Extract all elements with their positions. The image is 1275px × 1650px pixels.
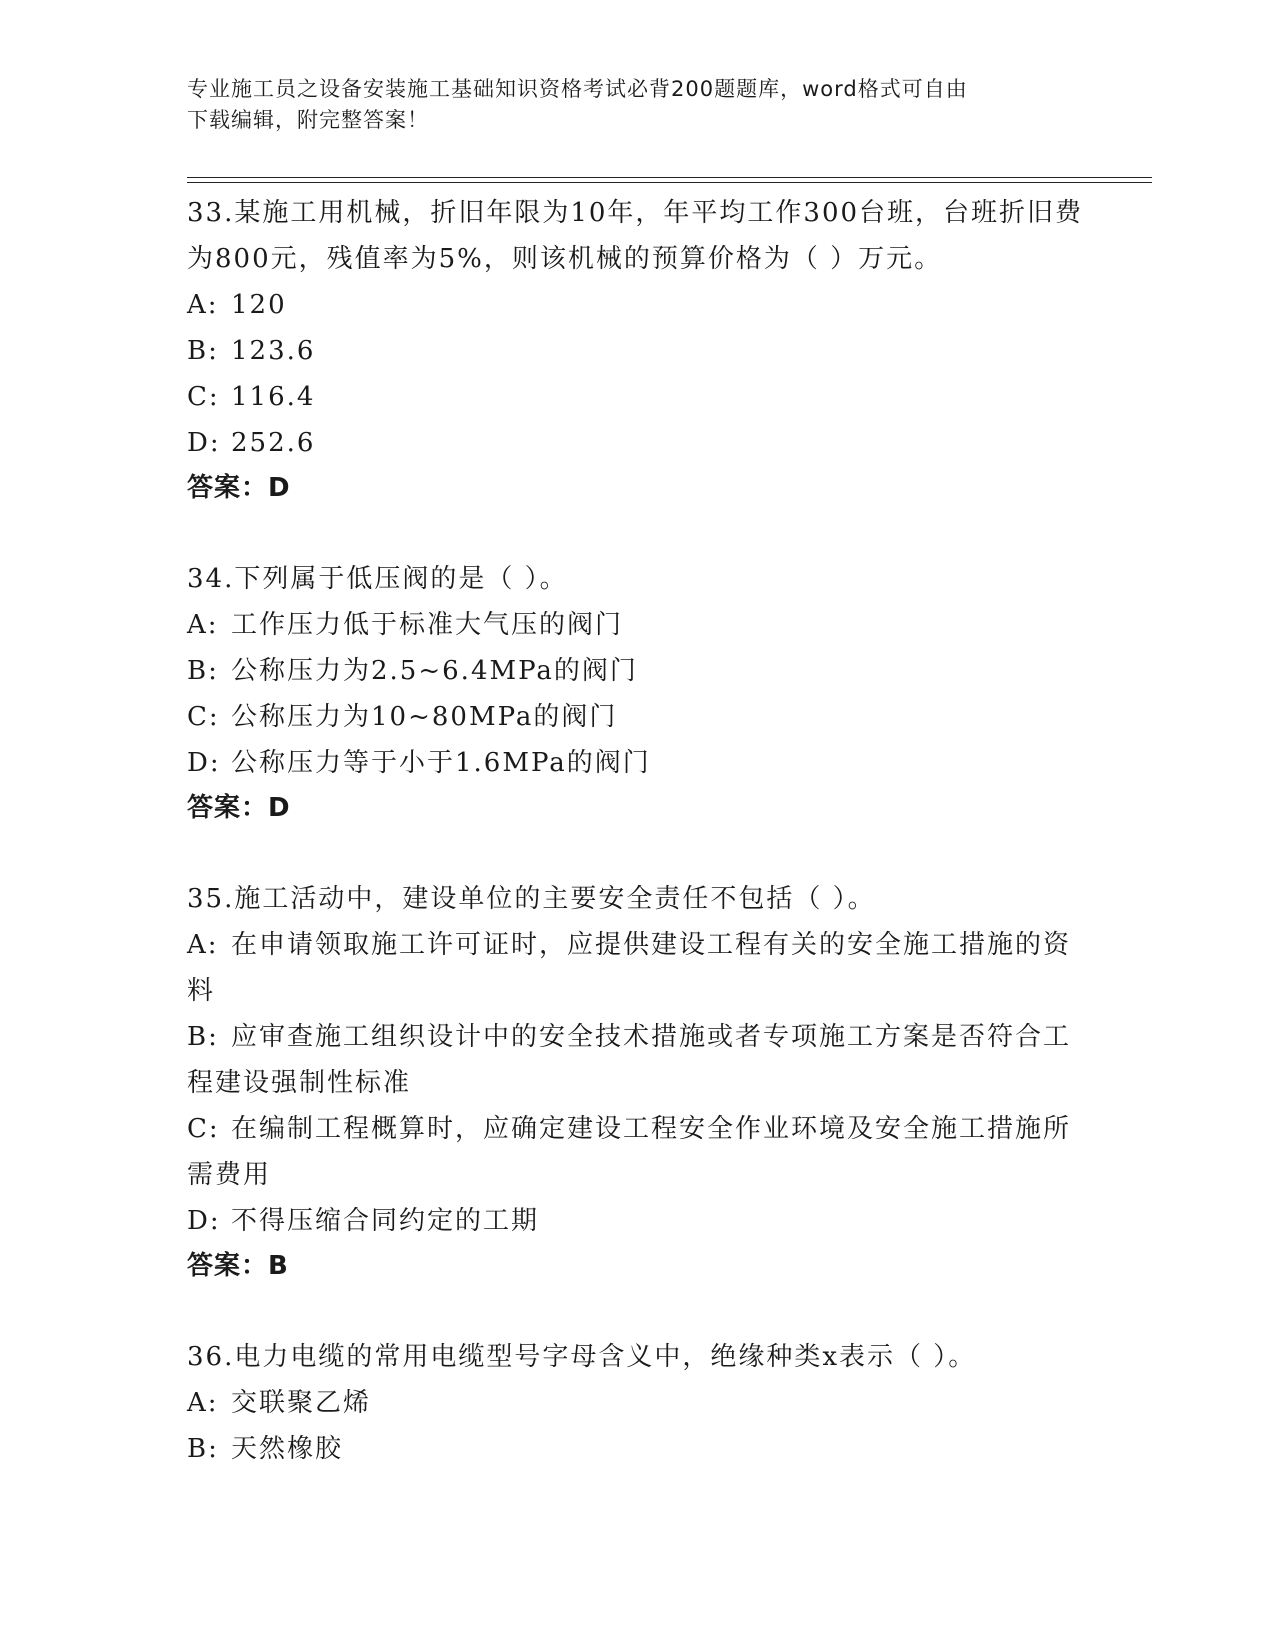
option-letter: A: [187,930,219,960]
question-text: 34.下列属于低压阀的是（ ）。 [187,564,568,594]
option-text: 252.6 [231,428,316,458]
option-b [187,648,1087,694]
header-divider-top [187,177,1152,178]
option-c [187,374,1087,420]
option-letter: D: [187,1206,221,1236]
option-b [187,328,1087,374]
option-letter: B: [187,1022,219,1052]
option-a [187,282,1087,328]
option-text: 天然橡胶 [231,1434,344,1464]
option-letter: A: [187,610,219,640]
option-c [187,1106,1087,1198]
question-text: 36.电力电缆的常用电缆型号字母含义中，绝缘种类x表示（ ）。 [187,1342,977,1372]
option-text: 116.4 [231,382,316,412]
option-letter: A: [187,1388,219,1418]
answer-label: 答案：D [187,793,291,823]
option-a [187,602,1087,648]
option-letter: B: [187,656,219,686]
option-text: 120 [231,290,287,320]
option-text: 公称压力为2.5~6.4MPa的阀门 [231,656,638,686]
option-letter: B: [187,1434,219,1464]
document-header [187,74,1067,136]
option-text: 在编制工程概算时，应确定建设工程安全作业环境及安全施工措施所需费用 [187,1114,1072,1190]
option-d [187,420,1087,466]
question-33 [187,190,1087,510]
question-text: 33.某施工用机械，折旧年限为10年，年平均工作300台班，台班折旧费为800元，残值率为5%，则该机械的预算价格为（ ）万元。 [187,198,1084,274]
option-b [187,1014,1087,1106]
option-d [187,1198,1087,1244]
header-line-1: 专业施工员之设备安装施工基础知识资格考试必背200题题库，word格式可自由 [187,77,968,101]
option-letter: D: [187,748,221,778]
question-34 [187,556,1087,830]
answer-label: 答案：B [187,1251,289,1281]
option-text: 交联聚乙烯 [231,1388,372,1418]
option-text: 公称压力等于小于1.6MPa的阀门 [231,748,651,778]
option-letter: B: [187,336,219,366]
option-b [187,1426,1087,1472]
option-letter: C: [187,382,220,412]
header-divider-bottom [187,182,1152,183]
option-text: 应审查施工组织设计中的安全技术措施或者专项施工方案是否符合工程建设强制性标准 [187,1022,1072,1098]
question-36 [187,1334,1087,1472]
option-a [187,1380,1087,1426]
question-35 [187,876,1087,1288]
option-a [187,922,1087,1014]
option-letter: C: [187,702,220,732]
option-letter: C: [187,1114,220,1144]
option-text: 在申请领取施工许可证时，应提供建设工程有关的安全施工措施的资料 [187,930,1072,1006]
answer-label: 答案：D [187,473,291,503]
option-text: 不得压缩合同约定的工期 [231,1206,540,1236]
option-c [187,694,1087,740]
option-text: 公称压力为10~80MPa的阀门 [231,702,618,732]
question-text: 35.施工活动中，建设单位的主要安全责任不包括（ ）。 [187,884,876,914]
header-line-2: 下载编辑，附完整答案！ [187,108,429,132]
option-d [187,740,1087,786]
question-list [187,190,1087,1518]
option-text: 123.6 [231,336,316,366]
option-letter: A: [187,290,219,320]
option-letter: D: [187,428,221,458]
option-text: 工作压力低于标准大气压的阀门 [231,610,624,640]
